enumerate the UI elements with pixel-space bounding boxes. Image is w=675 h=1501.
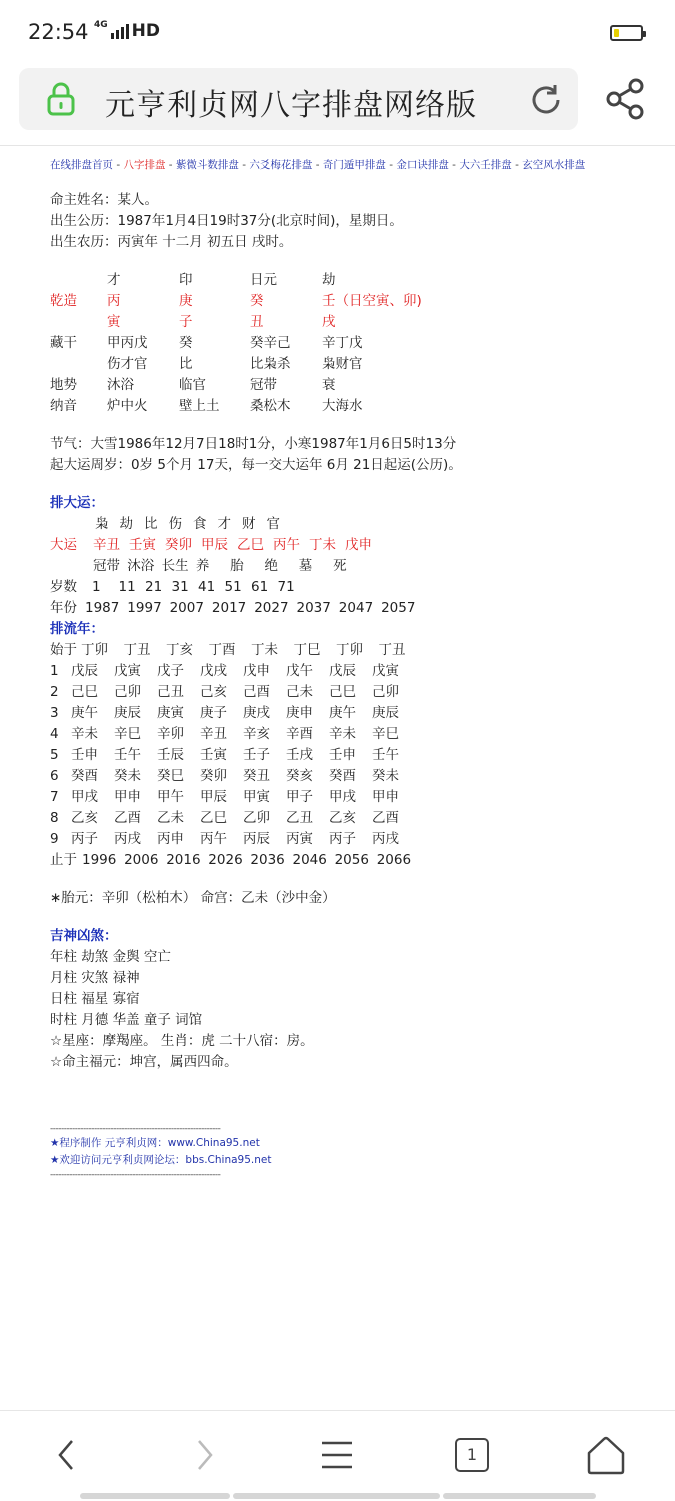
bazi-row-zhi: 寅 子 丑 戌 [107, 314, 336, 330]
dayun-pillar-cell: 甲辰 [201, 537, 228, 553]
tabs-button[interactable] [450, 1433, 494, 1477]
liunian-year-cell: 癸亥 [286, 768, 313, 784]
liunian-year-cell: 癸卯 [200, 768, 227, 784]
dayun-shishen-row [50, 514, 650, 535]
liunian-year-cell: 己亥 [200, 684, 227, 700]
liunian-table [50, 640, 650, 871]
liunian-year-cell: 辛卯 [157, 726, 184, 742]
liunian-row [50, 850, 650, 871]
nav-link[interactable]: 八字排盘 [123, 159, 166, 171]
liunian-year-cell: 己巳 [71, 684, 98, 700]
liunian-year-cell: 甲午 [157, 789, 184, 805]
dayun-ages-row [50, 577, 650, 598]
lock-icon [46, 82, 76, 116]
liunian-start-cell: 丁丑 [123, 642, 151, 658]
birth-lunar: 出生农历：丙寅年 十二月 初五日 戌时。 [50, 234, 293, 250]
dayun-pillar-cell: 丁未 [309, 537, 336, 553]
dayun-dishi-cell: 冠带 [93, 558, 120, 574]
liunian-year-cell: 壬申 [329, 747, 356, 763]
dayun-pillar-cell: 戊申 [345, 537, 372, 553]
liunian-year-cell: 庚辰 [114, 705, 141, 721]
liunian-year-cell: 己酉 [243, 684, 270, 700]
liunian-end-cell: 2026 [208, 852, 243, 868]
liunian-year-label: 4 [50, 726, 59, 742]
reload-icon[interactable] [528, 82, 564, 118]
liunian-end-cell: 2066 [376, 852, 412, 868]
dayun-dishi-cell: 墓 [298, 558, 313, 574]
footer-divider-top: -------------------------------------------------------------- [50, 1124, 221, 1134]
liunian-year-cell: 甲申 [372, 789, 399, 805]
nav-separator: - [238, 159, 250, 171]
liunian-year-cell: 戊辰 [71, 663, 98, 679]
bazi-row-dishi: 地势 沐浴 临官 冠带 衰 [50, 377, 336, 393]
liunian-year-cell: 戊子 [157, 663, 184, 679]
bazi-row-shishen: 才 印 日元 劫 [107, 272, 336, 288]
liunian-heading: 排流年： [50, 621, 104, 637]
dayun-year-label: 年份 [50, 600, 77, 616]
liunian-row [50, 808, 650, 829]
nav-link[interactable]: 六爻梅花排盘 [249, 159, 313, 171]
address-bar[interactable] [19, 68, 578, 130]
liunian-year-cell: 丙辰 [243, 831, 270, 847]
liunian-year-cell: 庚戌 [243, 705, 270, 721]
dayun-year-cell: 2007 [169, 600, 204, 616]
nav-link[interactable]: 紫微斗数排盘 [175, 159, 239, 171]
back-icon[interactable] [46, 1433, 90, 1477]
dayun-year-cell: 2017 [211, 600, 247, 616]
nav-separator: - [448, 159, 460, 171]
dayun-shishen-cell: 财 [242, 516, 256, 532]
liunian-year-label: 9 [50, 831, 59, 847]
page-content [50, 155, 650, 1181]
liunian-start-cell: 丁亥 [166, 642, 193, 658]
liunian-year-label: 8 [50, 810, 59, 826]
liunian-year-cell: 壬寅 [200, 747, 227, 763]
liunian-year-cell: 乙酉 [372, 810, 399, 826]
dayun-year-cell: 2057 [381, 600, 416, 616]
shensha-month: 月柱 灾煞 禄神 [50, 970, 140, 986]
liunian-year-cell: 戊寅 [114, 663, 141, 679]
home-icon[interactable] [584, 1433, 628, 1477]
status-bar [0, 0, 675, 64]
liunian-year-cell: 丙戌 [114, 831, 141, 847]
liunian-end-cell: 2056 [334, 852, 369, 868]
liunian-year-cell: 甲寅 [243, 789, 270, 805]
dayun-shishen-cell: 劫 [119, 516, 133, 532]
liunian-year-cell: 戊午 [286, 663, 313, 679]
dayun-year-cell: 1997 [127, 600, 162, 616]
liunian-year-cell: 壬申 [71, 747, 98, 763]
bazi-row-canggan-shishen: 伤才官 比 比枭杀 枭财官 [107, 356, 363, 372]
signal-icon [111, 23, 129, 39]
liunian-year-cell: 壬午 [114, 747, 141, 763]
liunian-year-cell: 辛亥 [243, 726, 270, 742]
dayun-dishi-cell: 死 [333, 558, 347, 574]
liunian-start-label: 始于 [50, 642, 77, 658]
liunian-year-cell: 庚申 [286, 705, 313, 721]
nav-link[interactable]: 奇门遁甲排盘 [322, 159, 386, 171]
battery-level [614, 29, 619, 37]
liunian-year-cell: 甲戌 [329, 789, 356, 805]
liunian-year-cell: 癸未 [372, 768, 399, 784]
dayun-pillar-cell: 壬寅 [129, 537, 156, 553]
taiyuan-line: ∗胎元：辛卯（松柏木） 命宫：乙未（沙中金） [50, 890, 336, 906]
liunian-year-cell: 丙午 [200, 831, 227, 847]
dayun-heading: 排大运： [50, 495, 104, 511]
dayun-shishen-cell: 伤 [168, 516, 182, 532]
dayun-shishen-cell: 才 [217, 516, 231, 532]
liunian-year-cell: 己卯 [114, 684, 141, 700]
nav-separator: - [385, 159, 397, 171]
liunian-year-cell: 癸丑 [243, 768, 270, 784]
liunian-row [50, 829, 650, 850]
nav-link[interactable]: 金口诀排盘 [396, 159, 449, 171]
status-time: 22:54 [28, 20, 89, 44]
bazi-chart [50, 270, 650, 417]
liunian-row [50, 766, 650, 787]
liunian-year-cell: 甲辰 [200, 789, 227, 805]
dayun-age-cell: 11 [118, 579, 136, 595]
xingzuo-line: ☆星座：摩羯座。 生肖：虎 二十八宿：房。 [50, 1033, 314, 1049]
shensha-year: 年柱 劫煞 金舆 空亡 [50, 949, 171, 965]
liunian-end-cell: 2016 [166, 852, 201, 868]
liunian-year-cell: 庚子 [200, 705, 227, 721]
liunian-year-cell: 乙巳 [200, 810, 227, 826]
mingzhu-line: ☆命主福元：坤宫，属西四命。 [50, 1054, 238, 1070]
menu-icon[interactable] [315, 1433, 359, 1477]
liunian-year-cell: 乙亥 [71, 810, 98, 826]
liunian-year-label: 2 [50, 684, 59, 700]
liunian-year-cell: 己卯 [372, 684, 399, 700]
liunian-year-cell: 乙丑 [286, 810, 313, 826]
liunian-start-cell: 丁卯 [336, 642, 363, 658]
dayun-shishen-cell: 枭 [95, 516, 109, 532]
liunian-year-cell: 辛酉 [286, 726, 313, 742]
liunian-end-label: 止于 [50, 852, 77, 868]
liunian-start-cell: 丁卯 [81, 642, 108, 658]
liunian-year-cell: 丙戌 [372, 831, 399, 847]
liunian-year-cell: 辛丑 [200, 726, 227, 742]
battery-icon [610, 25, 643, 41]
network-type: 4G [94, 20, 108, 30]
divider [0, 145, 675, 146]
nav-separator: - [511, 159, 523, 171]
dayun-age-label: 岁数 [50, 579, 77, 595]
liunian-year-cell: 庚午 [71, 705, 98, 721]
dayun-pillar-cell: 丙午 [273, 537, 300, 553]
dayun-dishi-cell: 长生 [161, 558, 189, 574]
dayun-dishi-cell: 绝 [264, 558, 278, 574]
liunian-year-cell: 己巳 [329, 684, 356, 700]
liunian-year-label: 7 [50, 789, 59, 805]
liunian-start-cell: 丁丑 [378, 642, 406, 658]
liunian-year-cell: 庚寅 [157, 705, 184, 721]
site-nav [50, 155, 650, 176]
liunian-start-cell: 丁未 [251, 642, 278, 658]
liunian-year-cell: 乙未 [157, 810, 184, 826]
liunian-year-cell: 戊申 [243, 663, 270, 679]
liunian-year-cell: 乙卯 [243, 810, 270, 826]
share-icon[interactable] [604, 77, 648, 121]
liunian-row [50, 682, 650, 703]
dayun-age-cell: 21 [145, 579, 163, 595]
nav-separator: - [312, 159, 323, 171]
liunian-row [50, 745, 650, 766]
dayun-pillars-row [50, 535, 650, 556]
dayun-age-cell: 1 [92, 579, 101, 595]
dayun-year-cell: 2027 [254, 600, 289, 616]
liunian-row [50, 724, 650, 745]
dayun-shishen-cell: 官 [266, 516, 280, 532]
liunian-year-cell: 丙子 [71, 831, 98, 847]
liunian-row [50, 787, 650, 808]
liunian-year-cell: 辛未 [329, 726, 356, 742]
network-indicator [94, 21, 160, 41]
hd-label: HD [131, 21, 160, 41]
liunian-year-cell: 丙申 [157, 831, 184, 847]
liunian-year-label: 1 [50, 663, 59, 679]
liunian-row [50, 640, 650, 661]
dayun-pillar-cell: 乙巳 [237, 537, 264, 553]
footer-credit-link[interactable]: ★程序制作 元亨利贞网：www.China95.net [50, 1137, 260, 1149]
nav-separator: - [113, 159, 124, 171]
liunian-year-cell: 癸巳 [157, 768, 184, 784]
liunian-year-label: 5 [50, 747, 59, 763]
liunian-year-label: 6 [50, 768, 59, 784]
liunian-year-cell: 庚午 [329, 705, 356, 721]
liunian-year-cell: 戊寅 [372, 663, 399, 679]
dayun-age-cell: 71 [277, 579, 295, 595]
dayun-year-cell: 1987 [85, 600, 120, 616]
liunian-year-cell: 庚辰 [372, 705, 399, 721]
liunian-year-cell: 癸酉 [71, 768, 98, 784]
gesture-bar [443, 1493, 596, 1499]
nav-link[interactable]: 玄空风水排盘 [522, 159, 586, 171]
dayun-dishi-cell: 沐浴 [127, 558, 155, 574]
bazi-row-canggan: 藏干 甲丙戊 癸 癸辛己 辛丁戊 [50, 335, 363, 351]
jieqi-line: 节气：大雪1986年12月7日18时1分，小寒1987年1月6日5时13分 [50, 436, 457, 452]
dayun-age-cell: 51 [224, 579, 242, 595]
liunian-year-cell: 甲子 [286, 789, 313, 805]
dayun-shishen-cell: 比 [144, 516, 158, 532]
liunian-year-cell: 壬辰 [157, 747, 184, 763]
liunian-year-cell: 乙亥 [329, 810, 356, 826]
owner-name: 命主姓名：某人。 [50, 192, 158, 208]
shensha-heading: 吉神凶煞： [50, 928, 118, 944]
liunian-year-cell: 辛巳 [114, 726, 141, 742]
liunian-year-cell: 乙酉 [114, 810, 141, 826]
dayun-year-cell: 2047 [338, 600, 374, 616]
birth-solar: 出生公历：1987年1月4日19时37分(北京时间)，星期日。 [50, 213, 403, 229]
dayun-years-row [50, 598, 650, 619]
liunian-year-cell: 戊戌 [200, 663, 227, 679]
nav-link[interactable]: 大六壬排盘 [459, 159, 512, 171]
bazi-row-gan: 乾造 丙 庚 癸 壬（日空寅、卯) [50, 293, 422, 309]
liunian-year-cell: 丙寅 [286, 831, 313, 847]
shensha-hour: 时柱 月德 华盖 童子 词馆 [50, 1012, 203, 1028]
liunian-year-cell: 戊辰 [329, 663, 356, 679]
dayun-age-cell: 61 [251, 579, 269, 595]
dayun-shishen-cell: 食 [193, 516, 207, 532]
footer-forum-link[interactable]: ★欢迎访问元亨利贞网论坛：bbs.China95.net [50, 1154, 272, 1166]
bazi-row-nayin: 纳音 炉中火 壁上土 桑松木 大海水 [50, 398, 363, 414]
dayun-pillar-label: 大运 [50, 537, 77, 553]
dayun-year-cell: 2037 [296, 600, 331, 616]
liunian-year-cell: 甲戌 [71, 789, 98, 805]
liunian-year-cell: 癸酉 [329, 768, 356, 784]
forward-icon[interactable] [181, 1433, 225, 1477]
footer-divider-bottom: -------------------------------------------------------------- [50, 1170, 221, 1180]
liunian-row [50, 661, 650, 682]
nav-separator: - [165, 159, 176, 171]
footer [50, 1123, 650, 1181]
liunian-end-cell: 1996 [82, 852, 117, 868]
liunian-end-cell: 2006 [124, 852, 159, 868]
gesture-bar [80, 1493, 230, 1499]
liunian-year-cell: 壬子 [243, 747, 270, 763]
liunian-year-cell: 己未 [286, 684, 313, 700]
liunian-year-cell: 辛巳 [372, 726, 399, 742]
page-title: 元亨利贞网八字排盘网络版 [105, 88, 477, 123]
dayun-age-cell: 41 [198, 579, 216, 595]
dayun-pillar-cell: 癸卯 [165, 537, 192, 553]
liunian-year-label: 3 [50, 705, 59, 721]
liunian-year-cell: 壬午 [372, 747, 399, 763]
liunian-year-cell: 癸未 [114, 768, 141, 784]
liunian-row [50, 703, 650, 724]
liunian-year-cell: 甲申 [114, 789, 141, 805]
liunian-end-cell: 2036 [250, 852, 285, 868]
dayun-pillar-cell: 辛丑 [93, 537, 120, 553]
dayun-age-cell: 31 [171, 579, 189, 595]
liunian-year-cell: 丙子 [329, 831, 356, 847]
shensha-day: 日柱 福星 寡宿 [50, 991, 140, 1007]
dayun-dishi-row [50, 556, 650, 577]
nav-link[interactable]: 在线排盘首页 [50, 159, 113, 171]
liunian-year-cell: 辛未 [71, 726, 98, 742]
dayun-dishi-cell: 养 [195, 558, 210, 574]
liunian-year-cell: 壬戌 [286, 747, 313, 763]
browser-bottom-nav [0, 1410, 675, 1501]
qiyun-line: 起大运周岁：0岁 5个月 17天，每一交大运年 6月 21日起运(公历)。 [50, 457, 462, 473]
gesture-bar [233, 1493, 440, 1499]
liunian-start-cell: 丁酉 [208, 642, 236, 658]
tab-count: 1 [455, 1438, 489, 1472]
liunian-start-cell: 丁巳 [293, 642, 321, 658]
dayun-dishi-cell: 胎 [230, 558, 244, 574]
liunian-end-cell: 2046 [292, 852, 327, 868]
liunian-year-cell: 己丑 [157, 684, 184, 700]
